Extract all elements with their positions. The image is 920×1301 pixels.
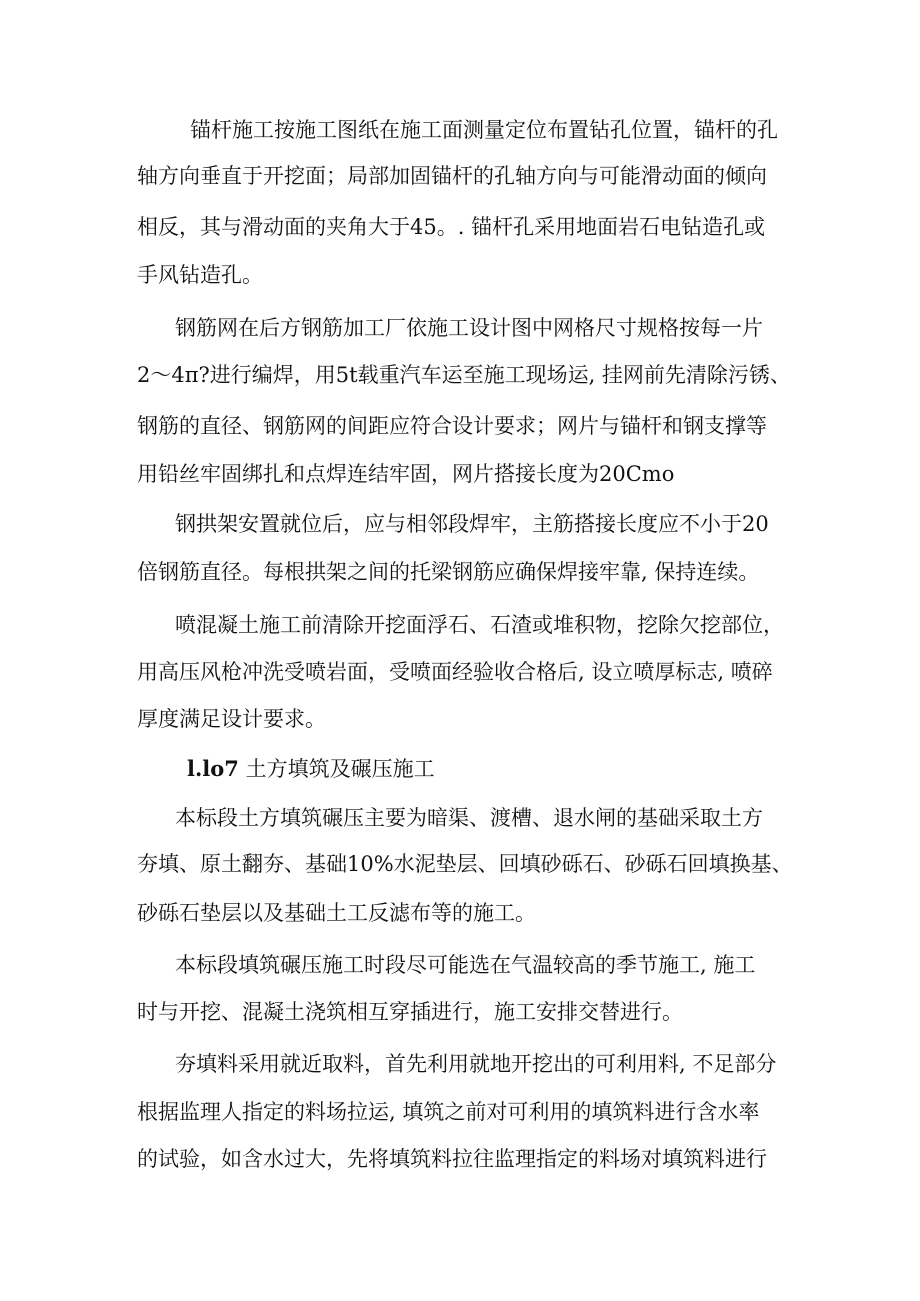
line-text: 喷混凝土施工前清除开挖面浮石、石渣或堆积物，挖除欠挖部位， (175, 613, 784, 637)
paragraph-6-line-2 (0, 990, 920, 1034)
line-text: 轴方向垂直于开挖面；局部加固锚杆的孔轴方向与可能滑动面的倾向 (137, 164, 767, 188)
paragraph-4-line-3 (0, 697, 920, 741)
paragraph-4-line-1 (0, 603, 920, 647)
line-text: 锚杆施工按施工图纸在施工面测量定位布置钻孔位置，锚杆的孔 (190, 118, 778, 142)
line-text: 用铅丝牢固绑扎和点焊连结牢固，网片搭接长度为20Cmo (137, 462, 675, 486)
line-text: 倍钢筋直径。每根拱架之间的托梁钢筋应确保焊接牢靠, 保持连续。 (137, 560, 760, 584)
line-text: 的试验，如含水过大，先将填筑料拉往监理指定的料场对填筑料进行 (137, 1147, 767, 1171)
paragraph-7-line-2 (0, 1090, 920, 1134)
line-text: 2～4π?进行编焊，用5t载重汽车运至施工现场运, 挂网前先清除污锈、 (137, 363, 791, 387)
line-text: 钢拱架安置就位后，应与相邻段焊牢，主筋搭接长度应不小于20 (175, 512, 769, 536)
heading-wrap (187, 747, 920, 791)
paragraph-5-line-2 (0, 842, 920, 886)
paragraph-7-line-3 (0, 1137, 920, 1181)
paragraph-1-line-2 (0, 154, 920, 198)
line-text: 时与开挖、混凝土浇筑相互穿插进行，施工安排交替进行。 (137, 1000, 683, 1024)
paragraph-2-line-3 (0, 404, 920, 448)
line-text: 用高压风枪冲洗受喷岩面，受喷面经验收合格后, 设立喷厚标志, 喷碎 (137, 660, 773, 684)
line-text: 本标段土方填筑碾压主要为暗渠、渡槽、退水闸的基础采取土方 (175, 806, 763, 830)
line-text: 手风钻造孔。 (137, 263, 263, 287)
paragraph-5-line-1 (0, 796, 920, 840)
paragraph-3-line-1 (0, 502, 920, 546)
paragraph-7-line-1 (0, 1042, 920, 1086)
paragraph-2-line-1 (0, 306, 920, 350)
paragraph-3-line-2 (0, 550, 920, 594)
paragraph-2-line-4 (0, 452, 920, 496)
line-text: 本标段填筑碾压施工时段尽可能选在气温较高的季节施工, 施工 (175, 953, 756, 977)
paragraph-4-line-2 (0, 650, 920, 694)
line-text: 夯填料采用就近取料，首先利用就地开挖出的可利用料, 不足部分 (175, 1052, 777, 1076)
section-title: 土方填筑及碾压施工 (245, 757, 435, 781)
paragraph-1-line-3 (0, 205, 920, 249)
paragraph-1-line-4 (0, 253, 920, 297)
line-text: 钢筋的直径、钢筋网的间距应符合设计要求；网片与锚杆和钢支撑等 (137, 414, 767, 438)
paragraph-5-line-3 (0, 891, 920, 935)
paragraph-6-line-1 (0, 943, 920, 987)
section-heading (0, 747, 920, 791)
line-text: 相反，其与滑动面的夹角大于45。. 锚杆孔采用地面岩石电钻造孔或 (137, 215, 766, 239)
line-text: 砂砾石垫层以及基础土工反滤布等的施工。 (137, 901, 536, 925)
section-number: l.lo7 (187, 756, 239, 781)
paragraph-1-line-1 (0, 108, 920, 152)
line-text: 夯填、原土翻夯、基础10%水泥垫层、回填砂砾石、砂砾石回填换基、 (137, 852, 793, 876)
line-text: 钢筋网在后方钢筋加工厂依施工设计图中网格尺寸规格按每一片 (175, 316, 763, 340)
line-text: 厚度满足设计要求。 (137, 707, 326, 731)
paragraph-2-line-2 (0, 353, 920, 397)
line-text: 根据监理人指定的料场拉运, 填筑之前对可利用的填筑料进行含水率 (137, 1100, 760, 1124)
